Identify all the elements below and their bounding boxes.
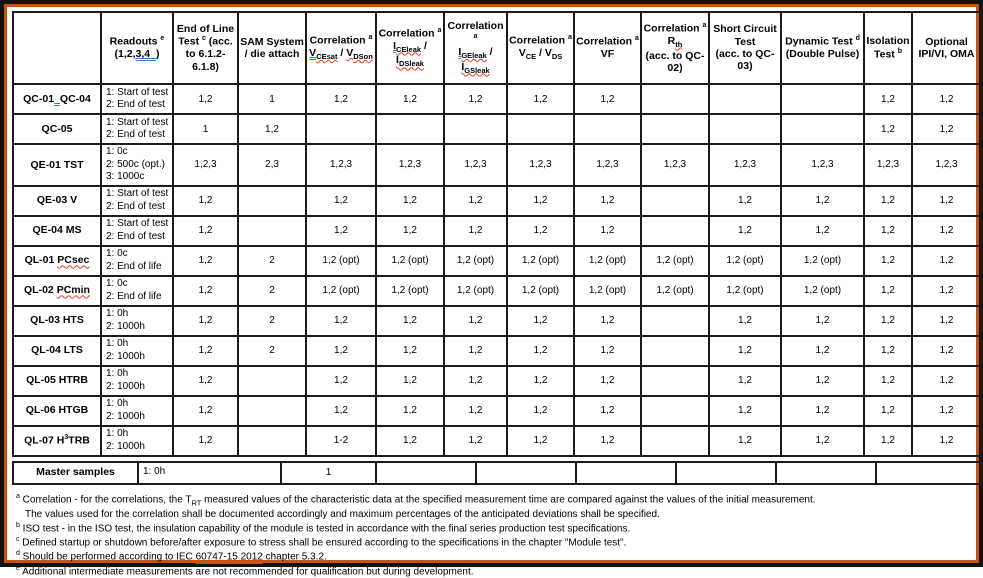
- table-row: [13, 306, 981, 336]
- value-cell: 1,2: [444, 396, 507, 426]
- value-cell: 1,2: [507, 426, 574, 456]
- value-cell: 1,2: [376, 336, 444, 366]
- value-cell: 1,2,3: [306, 144, 376, 186]
- value-cell: 1,2: [306, 84, 376, 114]
- value-cell: 1,2: [912, 84, 981, 114]
- value-cell: 1,2: [444, 366, 507, 396]
- value-cell: 1,2: [507, 306, 574, 336]
- value-cell: 1,2 (opt): [709, 246, 781, 276]
- value-cell: 1,2: [444, 426, 507, 456]
- value-cell: [709, 84, 781, 114]
- header-dynamic-test: Dynamic Test $^d$ (Double Pulse): [781, 12, 864, 84]
- value-cell: 1,2: [912, 114, 981, 144]
- row-label: QL-03 HTS: [13, 306, 101, 336]
- value-cell: 1,2: [709, 336, 781, 366]
- value-cell: 1,2: [306, 186, 376, 216]
- value-cell: [641, 114, 709, 144]
- value-cell: 1,2,3: [781, 144, 864, 186]
- qualification-test-table: [12, 11, 982, 457]
- value-cell: [444, 114, 507, 144]
- value-cell: [306, 114, 376, 144]
- value-cell: 1,2: [864, 186, 912, 216]
- row-label: QC-05: [13, 114, 101, 144]
- value-cell: 1,2: [864, 84, 912, 114]
- value-cell: [776, 462, 876, 484]
- table-row: [13, 246, 981, 276]
- value-cell: 1,2: [507, 336, 574, 366]
- main-table-body: [13, 84, 981, 456]
- readouts-cell: 1: 0c 2: End of life: [101, 246, 173, 276]
- readouts-cell: 1: Start of test 2: End of test: [101, 84, 173, 114]
- table-row: [13, 336, 981, 366]
- row-label: QL-07 $H^3TRB$: [13, 426, 101, 456]
- value-cell: 1,2: [781, 306, 864, 336]
- value-cell: 1,2: [507, 84, 574, 114]
- table-row: [13, 84, 981, 114]
- readouts-cell: 1: 0h 2: 1000h: [101, 306, 173, 336]
- value-cell: [641, 336, 709, 366]
- value-cell: 1: [173, 114, 238, 144]
- master-table-body: [13, 462, 981, 484]
- table-row: [13, 186, 981, 216]
- value-cell: 1,2: [781, 366, 864, 396]
- value-cell: 1,2: [173, 366, 238, 396]
- readouts-cell: 1: Start of test 2: End of test: [101, 216, 173, 246]
- value-cell: [238, 216, 306, 246]
- value-cell: 1,2 (opt): [574, 276, 641, 306]
- value-cell: 1,2 (opt): [641, 246, 709, 276]
- master-samples-table: [12, 461, 982, 485]
- header-sam-system: SAM System / die attach: [238, 12, 306, 84]
- value-cell: 1,2: [574, 216, 641, 246]
- value-cell: 1,2: [306, 366, 376, 396]
- value-cell: 1,2: [173, 336, 238, 366]
- table-row: [13, 366, 981, 396]
- value-cell: 1,2,3: [709, 144, 781, 186]
- value-cell: 1,2: [709, 396, 781, 426]
- header-corner-blank: [13, 12, 101, 84]
- value-cell: 1,2: [912, 396, 981, 426]
- readouts-cell: 1: Start of test 2: End of test: [101, 114, 173, 144]
- value-cell: 1,2 (opt): [306, 276, 376, 306]
- value-cell: 1,2: [444, 84, 507, 114]
- table-row: [13, 216, 981, 246]
- value-cell: 1,2,3: [173, 144, 238, 186]
- value-cell: 1,2: [574, 366, 641, 396]
- value-cell: 1,2: [864, 216, 912, 246]
- row-label: QL-05 HTRB: [13, 366, 101, 396]
- footnote: $^a$ Correlation - for the correlations, the $T_{RT}$ measured values of the characteristic data at the specified measurement time are compared against the values of the initial measurement.: [16, 492, 816, 507]
- value-cell: 1,2 (opt): [781, 246, 864, 276]
- value-cell: 1,2: [376, 186, 444, 216]
- value-cell: [709, 114, 781, 144]
- value-cell: [876, 462, 981, 484]
- header-readouts: Readouts $^e$ (1,2,3,4 ): [101, 12, 173, 84]
- header-optional: Optional IPI/VI, OMA: [912, 12, 981, 84]
- value-cell: 1,2,3: [507, 144, 574, 186]
- header-correlation-igeleak: Correlation $^a$ $I_{GEleak} / I_{GSleak}$: [444, 12, 507, 84]
- readouts-cell: 1: 0c 2: End of life: [101, 276, 173, 306]
- value-cell: 1,2: [507, 366, 574, 396]
- row-label: QL-06 HTGB: [13, 396, 101, 426]
- value-cell: 1,2: [574, 186, 641, 216]
- value-cell: 1,2: [507, 396, 574, 426]
- value-cell: [676, 462, 776, 484]
- value-cell: 1,2: [376, 366, 444, 396]
- value-cell: 1,2: [781, 426, 864, 456]
- value-cell: 1,2: [306, 216, 376, 246]
- value-cell: 2: [238, 306, 306, 336]
- value-cell: [781, 84, 864, 114]
- value-cell: 1,2 (opt): [781, 276, 864, 306]
- footnote: $^c$ Defined startup or shutdown before/after exposure to stress shall be ensured according to the specifications in the chapter "Module test".: [16, 535, 627, 549]
- table-row: [13, 426, 981, 456]
- value-cell: 1,2 (opt): [641, 276, 709, 306]
- value-cell: 1,2: [781, 336, 864, 366]
- value-cell: 1,2: [376, 84, 444, 114]
- header-correlation-vf: Correlation $^a$ VF: [574, 12, 641, 84]
- value-cell: 1,2: [173, 276, 238, 306]
- value-cell: 1,2 (opt): [507, 276, 574, 306]
- value-cell: 1,2 (opt): [376, 276, 444, 306]
- value-cell: 2,3: [238, 144, 306, 186]
- main-table-head: [13, 12, 981, 84]
- value-cell: 1,2: [173, 216, 238, 246]
- footnote: $^b$ ISO test - in the ISO test, the insulation capability of the module is tested in accordance with the final series production test specifications.: [16, 521, 631, 534]
- value-cell: 1,2: [574, 306, 641, 336]
- table-row: [13, 276, 981, 306]
- value-cell: 1,2 (opt): [376, 246, 444, 276]
- value-cell: 1,2: [444, 306, 507, 336]
- value-cell: 1,2 (opt): [444, 246, 507, 276]
- value-cell: 1,2: [444, 336, 507, 366]
- value-cell: 1,2: [173, 186, 238, 216]
- readouts-cell: 1: 0h 2: 1000h: [101, 336, 173, 366]
- value-cell: 1,2: [864, 426, 912, 456]
- value-cell: 1,2: [173, 306, 238, 336]
- value-cell: 1,2: [912, 276, 981, 306]
- row-label: QE-03 V: [13, 186, 101, 216]
- readouts-cell: 1: 0h 2: 1000h: [101, 426, 173, 456]
- value-cell: 1,2: [709, 186, 781, 216]
- value-cell: 1,2: [444, 216, 507, 246]
- table-row: [13, 114, 981, 144]
- value-cell: 1: [238, 84, 306, 114]
- footnote: $^d$ Should be performed according to IEC 60747-15 2012 chapter 5.3.2.: [16, 550, 327, 563]
- header-correlation-iceleak: Correlation $^a$ $I_{CEleak} / I_{DSleak}$: [376, 12, 444, 84]
- value-cell: 2: [238, 246, 306, 276]
- row-label: QC-01 QC-04: [13, 84, 101, 114]
- value-cell: 1,2: [574, 396, 641, 426]
- value-cell: 2: [238, 336, 306, 366]
- value-cell: 1,2,3: [864, 144, 912, 186]
- value-cell: 1: [281, 462, 376, 484]
- value-cell: 1,2: [709, 216, 781, 246]
- value-cell: 1,2: [574, 336, 641, 366]
- value-cell: [641, 396, 709, 426]
- row-label: QL-04 LTS: [13, 336, 101, 366]
- value-cell: [238, 186, 306, 216]
- value-cell: 1,2: [864, 276, 912, 306]
- value-cell: 1,2,3: [641, 144, 709, 186]
- value-cell: [641, 216, 709, 246]
- value-cell: 1,2: [709, 306, 781, 336]
- value-cell: [376, 462, 476, 484]
- readouts-cell: 1: 0c 2: 500c (opt.) 3: 1000c: [101, 144, 173, 186]
- value-cell: 1,2: [864, 246, 912, 276]
- value-cell: 1,2: [912, 306, 981, 336]
- page-inner-frame: [4, 4, 979, 577]
- value-cell: 1,2: [912, 186, 981, 216]
- value-cell: 1,2: [574, 84, 641, 114]
- value-cell: 1,2: [173, 246, 238, 276]
- value-cell: 2: [238, 276, 306, 306]
- header-end-of-line-test: End of Line Test $^c$ (acc. to 6.1.2-6.1.8): [173, 12, 238, 84]
- row-label: QE-04 MS: [13, 216, 101, 246]
- value-cell: 1,2: [376, 396, 444, 426]
- table-row: [13, 396, 981, 426]
- value-cell: 1,2: [173, 396, 238, 426]
- value-cell: 1,2: [306, 306, 376, 336]
- value-cell: 1,2: [781, 186, 864, 216]
- row-label: Master samples: [13, 462, 138, 484]
- value-cell: [376, 114, 444, 144]
- value-cell: 1,2: [173, 84, 238, 114]
- value-cell: 1,2,3: [444, 144, 507, 186]
- readouts-cell: 1: Start of test 2: End of test: [101, 186, 173, 216]
- value-cell: 1,2 (opt): [709, 276, 781, 306]
- header-short-circuit-test: Short Circuit Test (acc. to QC-03): [709, 12, 781, 84]
- readouts-cell: 1: 0h 2: 1000h: [101, 366, 173, 396]
- value-cell: 1,2: [709, 366, 781, 396]
- header-correlation-rth: Correlation $^a$ $R_{th}$ (acc. to QC-02): [641, 12, 709, 84]
- value-cell: 1,2: [781, 396, 864, 426]
- readouts-cell: 1: 0h: [138, 462, 281, 484]
- value-cell: 1,2: [912, 366, 981, 396]
- value-cell: 1,2: [238, 114, 306, 144]
- footnote: The values used for the correlation shall be documented accordingly and maximum percentages of the anticipated deviations shall be specified.: [25, 508, 660, 520]
- value-cell: 1,2: [376, 306, 444, 336]
- value-cell: [476, 462, 576, 484]
- table-row: [13, 462, 981, 484]
- value-cell: [576, 462, 676, 484]
- value-cell: [641, 186, 709, 216]
- row-label: QL-02 PCmin: [13, 276, 101, 306]
- value-cell: [641, 366, 709, 396]
- value-cell: 1,2 (opt): [444, 276, 507, 306]
- value-cell: 1,2: [173, 426, 238, 456]
- header-correlation-vcesat: Correlation $^a$ $V_{CEsat} / V_{DSon}$: [306, 12, 376, 84]
- value-cell: 1,2: [306, 336, 376, 366]
- value-cell: 1-2: [306, 426, 376, 456]
- value-cell: 1,2: [507, 186, 574, 216]
- value-cell: 1,2: [864, 114, 912, 144]
- value-cell: 1,2: [306, 396, 376, 426]
- value-cell: [641, 306, 709, 336]
- value-cell: 1,2: [912, 216, 981, 246]
- value-cell: [238, 366, 306, 396]
- value-cell: [507, 114, 574, 144]
- value-cell: 1,2: [912, 246, 981, 276]
- value-cell: 1,2: [507, 216, 574, 246]
- value-cell: 1,2: [376, 216, 444, 246]
- row-label: QE-01 TST: [13, 144, 101, 186]
- value-cell: 1,2 (opt): [574, 246, 641, 276]
- footnotes: [12, 492, 971, 578]
- value-cell: 1,2: [864, 366, 912, 396]
- value-cell: 1,2: [574, 426, 641, 456]
- row-label: QL-01 PCsec: [13, 246, 101, 276]
- value-cell: [781, 114, 864, 144]
- footnote: $^e$ Additional intermediate measurements are not recommended for qualification but during development.: [16, 564, 474, 577]
- header-isolation-test: Isolation Test $^b$: [864, 12, 912, 84]
- value-cell: 1,2,3: [376, 144, 444, 186]
- value-cell: 1,2: [781, 216, 864, 246]
- value-cell: 1,2: [709, 426, 781, 456]
- table-row: [13, 144, 981, 186]
- value-cell: [238, 426, 306, 456]
- header-row: [13, 12, 981, 84]
- value-cell: [641, 426, 709, 456]
- value-cell: 1,2: [912, 426, 981, 456]
- value-cell: 1,2: [864, 396, 912, 426]
- value-cell: 1,2: [864, 336, 912, 366]
- value-cell: 1,2: [376, 426, 444, 456]
- value-cell: 1,2 (opt): [306, 246, 376, 276]
- value-cell: [641, 84, 709, 114]
- value-cell: 1,2,3: [574, 144, 641, 186]
- value-cell: [574, 114, 641, 144]
- value-cell: 1,2 (opt): [507, 246, 574, 276]
- value-cell: 1,2,3: [912, 144, 981, 186]
- header-correlation-vce-vds: Correlation $^a$ $V_{CE} / V_{DS}$: [507, 12, 574, 84]
- value-cell: [238, 396, 306, 426]
- value-cell: 1,2: [912, 336, 981, 366]
- value-cell: 1,2: [864, 306, 912, 336]
- readouts-cell: 1: 0h 2: 1000h: [101, 396, 173, 426]
- value-cell: 1,2: [444, 186, 507, 216]
